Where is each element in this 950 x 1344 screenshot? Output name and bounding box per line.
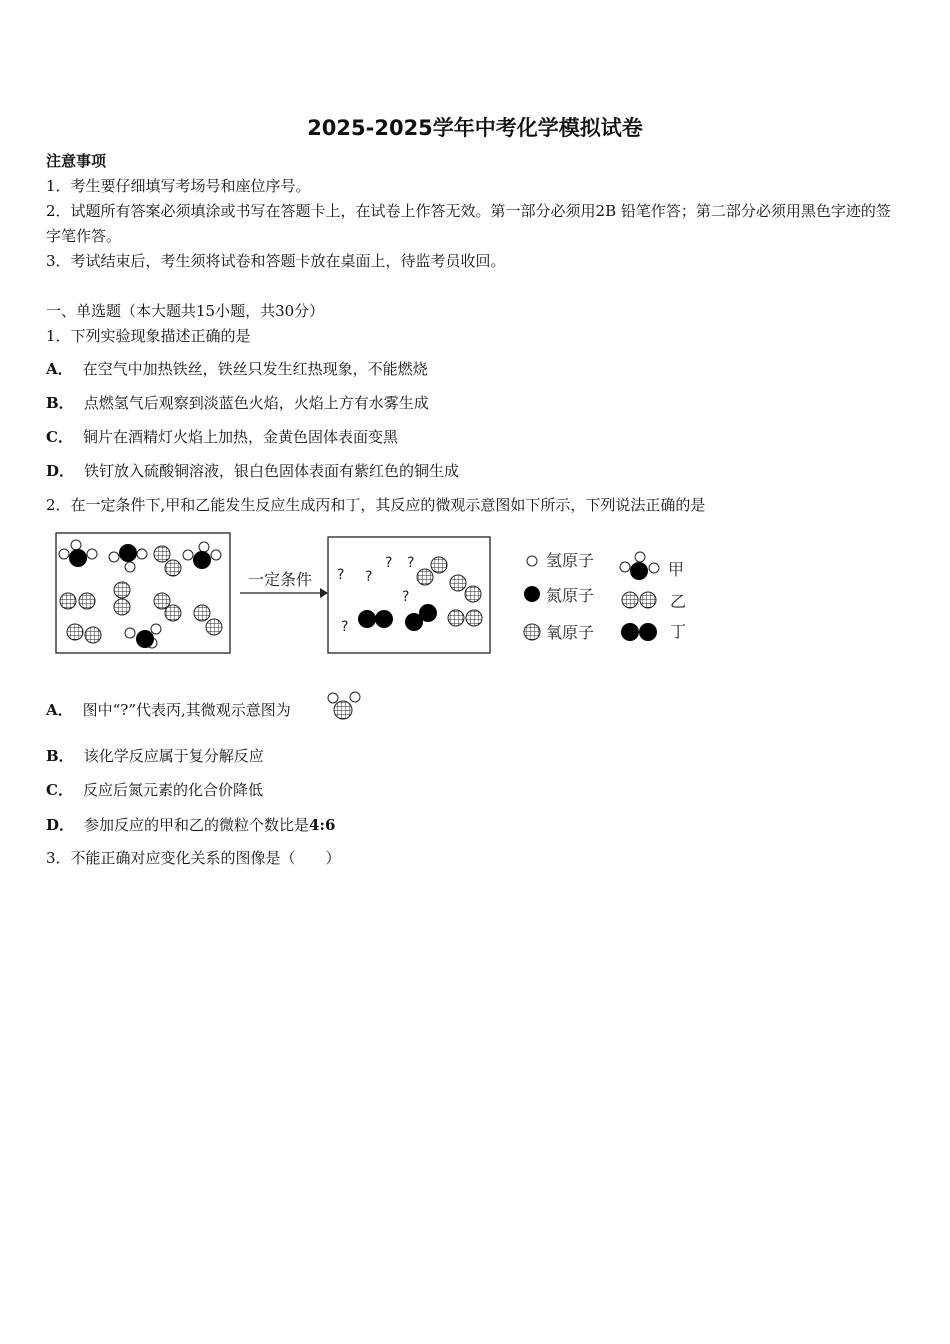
ding-molecule: [405, 604, 437, 631]
q1-option-d: [46, 461, 459, 481]
option-text: 在空气中加热铁丝，铁丝只发生红热现象，不能燃烧: [82, 360, 428, 378]
option-letter: D．: [46, 462, 75, 480]
q1-option-a: [46, 359, 428, 379]
jia-molecule: [125, 624, 161, 648]
option-letter: C．: [46, 781, 73, 799]
option-text: 铜片在酒精灯火焰上加热，金黄色固体表面变黑: [82, 428, 398, 446]
yi-molecule: [60, 593, 95, 609]
option-text: 该化学反应属于复分解反应: [83, 747, 264, 765]
q2-option-d: [46, 815, 335, 835]
legend-label: 氮原子: [546, 586, 595, 605]
arrow-label: 一定条件: [248, 570, 313, 589]
reactant-molecules: [59, 540, 222, 648]
legend-label: 氢原子: [546, 551, 595, 570]
jia-molecule-icon: [620, 552, 659, 580]
yi-molecule: [114, 582, 130, 615]
option-letter: B．: [46, 394, 74, 412]
jia-molecule: [109, 544, 147, 572]
yi-molecule: [417, 557, 447, 585]
yi-molecule-icon: [622, 592, 656, 608]
unknown-mark: ?: [337, 567, 345, 583]
unknown-mark: ?: [407, 555, 415, 571]
unknown-mark: ?: [341, 619, 349, 635]
page-title: 2025-2025学年中考化学模拟试卷: [307, 116, 643, 140]
ratio-value: 4:6: [309, 816, 336, 834]
yi-molecule: [154, 593, 181, 621]
yi-molecule: [448, 610, 482, 626]
unknown-mark: ?: [365, 569, 373, 585]
section-heading: 一、单选题（本大题共15小题，共30分）: [46, 302, 325, 320]
option-text: 点燃氢气后观察到淡蓝色火焰，火焰上方有水雾生成: [83, 394, 429, 412]
nitrogen-atom-icon: [524, 586, 540, 602]
legend-label: 氧原子: [546, 623, 595, 642]
yi-molecule: [194, 605, 222, 635]
ding-molecule: [358, 610, 393, 628]
option-text: 参加反应的甲和乙的微粒个数比是: [84, 816, 310, 834]
bing-molecule-icon: [325, 690, 363, 722]
question-3-stem: 3．不能正确对应变化关系的图像是（ ）: [46, 849, 341, 867]
question-1-stem: 1．下列实验现象描述正确的是: [46, 327, 251, 345]
legend: [524, 551, 686, 642]
legend-label: 甲: [668, 560, 685, 579]
notice-item-2: 2．试题所有答案必须填涂或书写在答题卡上，在试卷上作答无效。第一部分必须用2B 铅笔作答；第二部分必须用黑色字迹的签字笔作答。: [46, 202, 891, 245]
oxygen-atom-icon: [524, 624, 540, 640]
option-letter: C．: [46, 428, 73, 446]
yi-molecule: [67, 624, 101, 643]
legend-label: 乙: [670, 592, 687, 611]
notice-item-3: 3．考试结束后，考生须将试卷和答题卡放在桌面上，待监考员收回。: [46, 252, 506, 270]
jia-molecule: [183, 542, 221, 569]
option-text: 反应后氮元素的化合价降低: [82, 781, 263, 799]
legend-label: 丁: [670, 622, 687, 641]
option-letter: A．: [46, 360, 73, 378]
reaction-diagram: [50, 527, 710, 662]
q2-option-b: [46, 746, 264, 766]
jia-molecule: [59, 540, 97, 567]
unknown-mark: ?: [385, 555, 393, 571]
q2-option-a: [46, 700, 291, 720]
yi-molecule: [450, 575, 481, 602]
arrow-icon: [320, 588, 328, 598]
q1-option-b: [46, 393, 429, 413]
yi-molecule: [154, 546, 181, 576]
q1-option-c: [46, 427, 398, 447]
option-letter: D．: [46, 816, 75, 834]
ding-molecule-icon: [621, 623, 657, 641]
option-text: 图中“?”代表丙,其微观示意图为: [82, 701, 291, 719]
option-text: 铁钉放入硫酸铜溶液，银白色固体表面有紫红色的铜生成: [84, 462, 460, 480]
hydrogen-atom-icon: [527, 556, 537, 566]
q2-option-c: [46, 780, 263, 800]
notice-item-1: 1．考生要仔细填写考场号和座位序号。: [46, 177, 311, 195]
unknown-mark: ?: [402, 589, 410, 605]
option-letter: B．: [46, 747, 74, 765]
question-2-stem: 2．在一定条件下,甲和乙能发生反应生成丙和丁，其反应的微观示意图如下所示，下列说法正确的是: [46, 496, 706, 514]
notice-heading: 注意事项: [46, 152, 107, 170]
option-letter: A．: [46, 701, 73, 719]
product-particles: [337, 555, 482, 635]
